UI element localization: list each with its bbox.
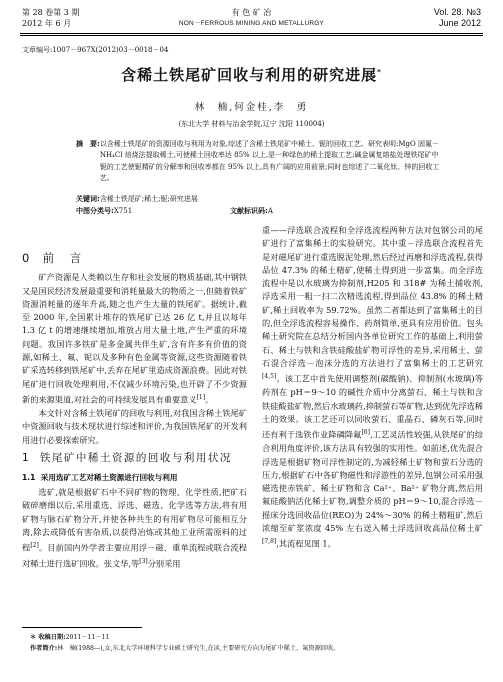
subsection-title: 采用选矿工艺对稀土资源进行回收与利用: [40, 472, 178, 482]
paper-title-text: 含稀土铁尾矿回收与利用的研究进展: [121, 66, 378, 84]
citation: [3]: [139, 558, 148, 566]
paragraph-text: ,工艺灵活性较强,从铁尾矿的综合利用角度评价,该方法具有较强的实用性。如前述,优先混合浮选是根据矿物可浮性制定的,为减轻稀土矿物和萤石分选的压力,根据矿石中各矿物磁性和浮游性的差异,包钢公司采用强磁选使赤铁矿、稀土矿物和含 Ca²⁺、Ba²⁺ 矿物分离,然后用氟硅酸钠活化稀土矿物,调整介质的 pH＝9～10,混合浮选－摇床分选回收品位(REO)为 24%～30% 的稀土精粗矿,然后浓缩至矿浆浓度 45% 左右送入稀土浮选回收高品位稀土矿: [262, 429, 483, 533]
paper-title: [0, 64, 503, 85]
right-column: [262, 224, 483, 551]
paragraph-continued: [262, 224, 483, 551]
article-number: 文章编号:1007－967X(2012)03－0018－04: [22, 46, 169, 54]
header-rule-thin: [20, 35, 483, 36]
left-column: [22, 248, 247, 571]
footnote-author: [30, 643, 339, 652]
received-label: ＊ 收稿日期:: [30, 634, 66, 641]
paragraph-text: 。: [205, 394, 214, 405]
abstract: [76, 139, 441, 184]
clc-number: [76, 206, 132, 216]
citation: [6]: [361, 429, 370, 437]
affiliation: (东北大学 材料与冶金学院,辽宁 沈阳 110004): [178, 120, 325, 128]
volume-issue: 第 28 卷第 3 期: [22, 8, 80, 17]
citation: [4,5]: [262, 373, 277, 381]
title-footnote-mark: *: [377, 68, 382, 76]
journal-name: [0, 7, 503, 29]
author-bio: 林 楠(1988—),女,东北大学环境科学专业硕士研究生,在读,主要研究方向为尾矿中稀土、氟资源回收。: [57, 645, 340, 652]
section-heading-0: [22, 252, 247, 265]
paragraph-text: 选矿,就是根据矿石中不同矿物的物理、化学性质,把矿石破碎磨细以后,采用重选、浮选、磁选、化学选等方法,将有用矿物与脉石矿物分开,并使各种共生的有用矿物尽可能相互分离,除去或降低有害杂质,以获得冶炼或其他工业所需原料的过程: [22, 487, 247, 554]
section-number: 1: [22, 451, 31, 464]
journal-volume-en: [434, 7, 481, 29]
footnote-rule: [22, 627, 142, 628]
citation: [1]: [196, 393, 206, 401]
section-number: 0: [22, 251, 32, 265]
subsection-heading-1-1: [22, 471, 247, 484]
paragraph-text: ,其流程见图 1。: [276, 539, 336, 550]
footnote-received: [30, 632, 109, 641]
author-bio-label: 作者简介:: [30, 645, 58, 652]
journal-name-cn: 有 色 矿 冶: [231, 8, 272, 17]
citation: [7,8]: [262, 538, 277, 546]
document-code: [230, 206, 273, 216]
clc-value: X751: [113, 207, 133, 215]
journal-name-en: NON－FERROUS MINING AND METALLURGY: [178, 20, 325, 27]
section-heading-1: [22, 451, 247, 466]
abstract-label: 摘 要:: [76, 140, 100, 148]
section-title: 前 言: [42, 251, 84, 265]
paragraph-text: 分别采用: [147, 559, 181, 570]
keywords: [76, 194, 198, 204]
paragraph-text: 重——浮选联合流程和全浮选流程两种方法对包钢公司的尾矿进行了富集稀土的实验研究。其中重－浮选联合流程首先是对磁尾矿进行重选脱泥处理,然后经过再磨和浮选流程,获得品位 47.3% 的稀土精矿,使稀土得到进一步富集。而全浮选流程中是以水玻璃为抑制剂,H205 和 318# 为稀土捕收剂,浮选采用一粗一扫二次精选流程,得到品位 43.8% 的稀土精矿,稀土回收率为 59.72%。虽然二者都达到了富集稀土的目的,但全浮选流程容易操作、药剂简单,更具有应用价值。包头稀土研究院在总结分析国内各单位研究工作的基础上,利用萤石、稀土与铁和含铁硅酸盐矿物可浮性的差异,采用稀土、萤石混合浮选－泡沫分选的方法进行了富集稀土的工艺研究: [262, 225, 483, 368]
authors: 林 楠,何金桂,李 勇: [194, 102, 309, 113]
clc-label: 中图分类号:: [76, 207, 114, 215]
doc-code-value: A: [267, 207, 273, 215]
volume-en: Vol. 28. №3: [433, 7, 481, 17]
paragraph-text: 。该工艺中首先使用调整剂(碳酸钠)、抑制剂(水玻璃)等药剂在 pH＝9～10 的碱性介质中分离萤石、稀土与铁和含铁硅酸盐矿物,然后水玻璃药,抑制萤石等矿物,达到优先浮选稀土的效果。该工艺还可以同收萤石、重晶石、磷灰石等,同时还有利于选铁作业降磷降氟: [262, 374, 483, 440]
keywords-text: 含稀土铁尾矿;稀土;铌;研究进展: [99, 195, 198, 203]
date-en: June 2012: [438, 18, 481, 28]
paragraph-text: 。目前国内外学者主要应用浮－磁、重单流程或联合流程对稀土进行选矿回收。张文华,等: [22, 543, 247, 570]
received-date: 2011－11－11: [65, 634, 110, 641]
issue-date: 2012 年 6 月: [22, 19, 72, 28]
paragraph-intro: [22, 271, 247, 407]
abstract-text: 以含稀土铁尾矿的资源回收与利用为对象,综述了含稀土铁尾矿中稀土、铌的回收工艺。研究表明:MgO 固氟－NH₄Cl 焙烧法提取稀土,可使稀土回收率达 85% 以上,是一种绿色的稀土提取工艺;碱金属复熔盐处理铁尾矿中铌的工艺使铌精矿的分解率和回收率都在 95% 以上,具有广阔的应用前景;同时也综述了二氧化钛、锌的回收工艺。: [99, 140, 440, 182]
subsection-number: 1.1: [22, 472, 36, 482]
running-header: [0, 0, 503, 36]
paragraph-scope: 本文针对含稀土铁尾矿的回收与利用,对我国含稀土铁尾矿中资源回收与技术现状进行综述和评价,为我国铁尾矿的开发利用进行必要探索研究。: [22, 408, 247, 445]
citation: [2]: [30, 542, 39, 550]
keywords-label: 关键词:: [76, 195, 100, 203]
doc-code-label: 文献标识码:: [230, 207, 268, 215]
paragraph-text: 矿产资源是人类赖以生存和社会发展的物质基础,其中钢铁又是国民经济发展最重要和消耗量最大的物质之一,但随着铁矿资源消耗量的逐年升高,随之也产生大量的铁尾矿。据统计,截至 2000 年,全国累计堆存的铁尾矿已达 26 亿 t,并且以每年 1.3 亿 t 的增速继续增加,堆放占用大量土地,产生严重的环境问题。我国许多铁矿是多金属共伴生矿,含有许多有价值的资源,如稀土、氟、铌以及多种有色金属等资源,这些资源随着铁矿采选转移到铁尾矿中,丢弃在尾矿里造成资源浪费。因此对铁尾矿进行回收处理利用,不仅减少环境污染,也开辟了不少资源新的来源渠道,对社会的可持续发展具有重要意义: [22, 272, 247, 405]
header-rule: [20, 33, 483, 34]
paragraph-beneficiation: [22, 486, 247, 571]
section-title: 铁尾矿中稀土资源的回收与利用状况: [39, 451, 232, 464]
